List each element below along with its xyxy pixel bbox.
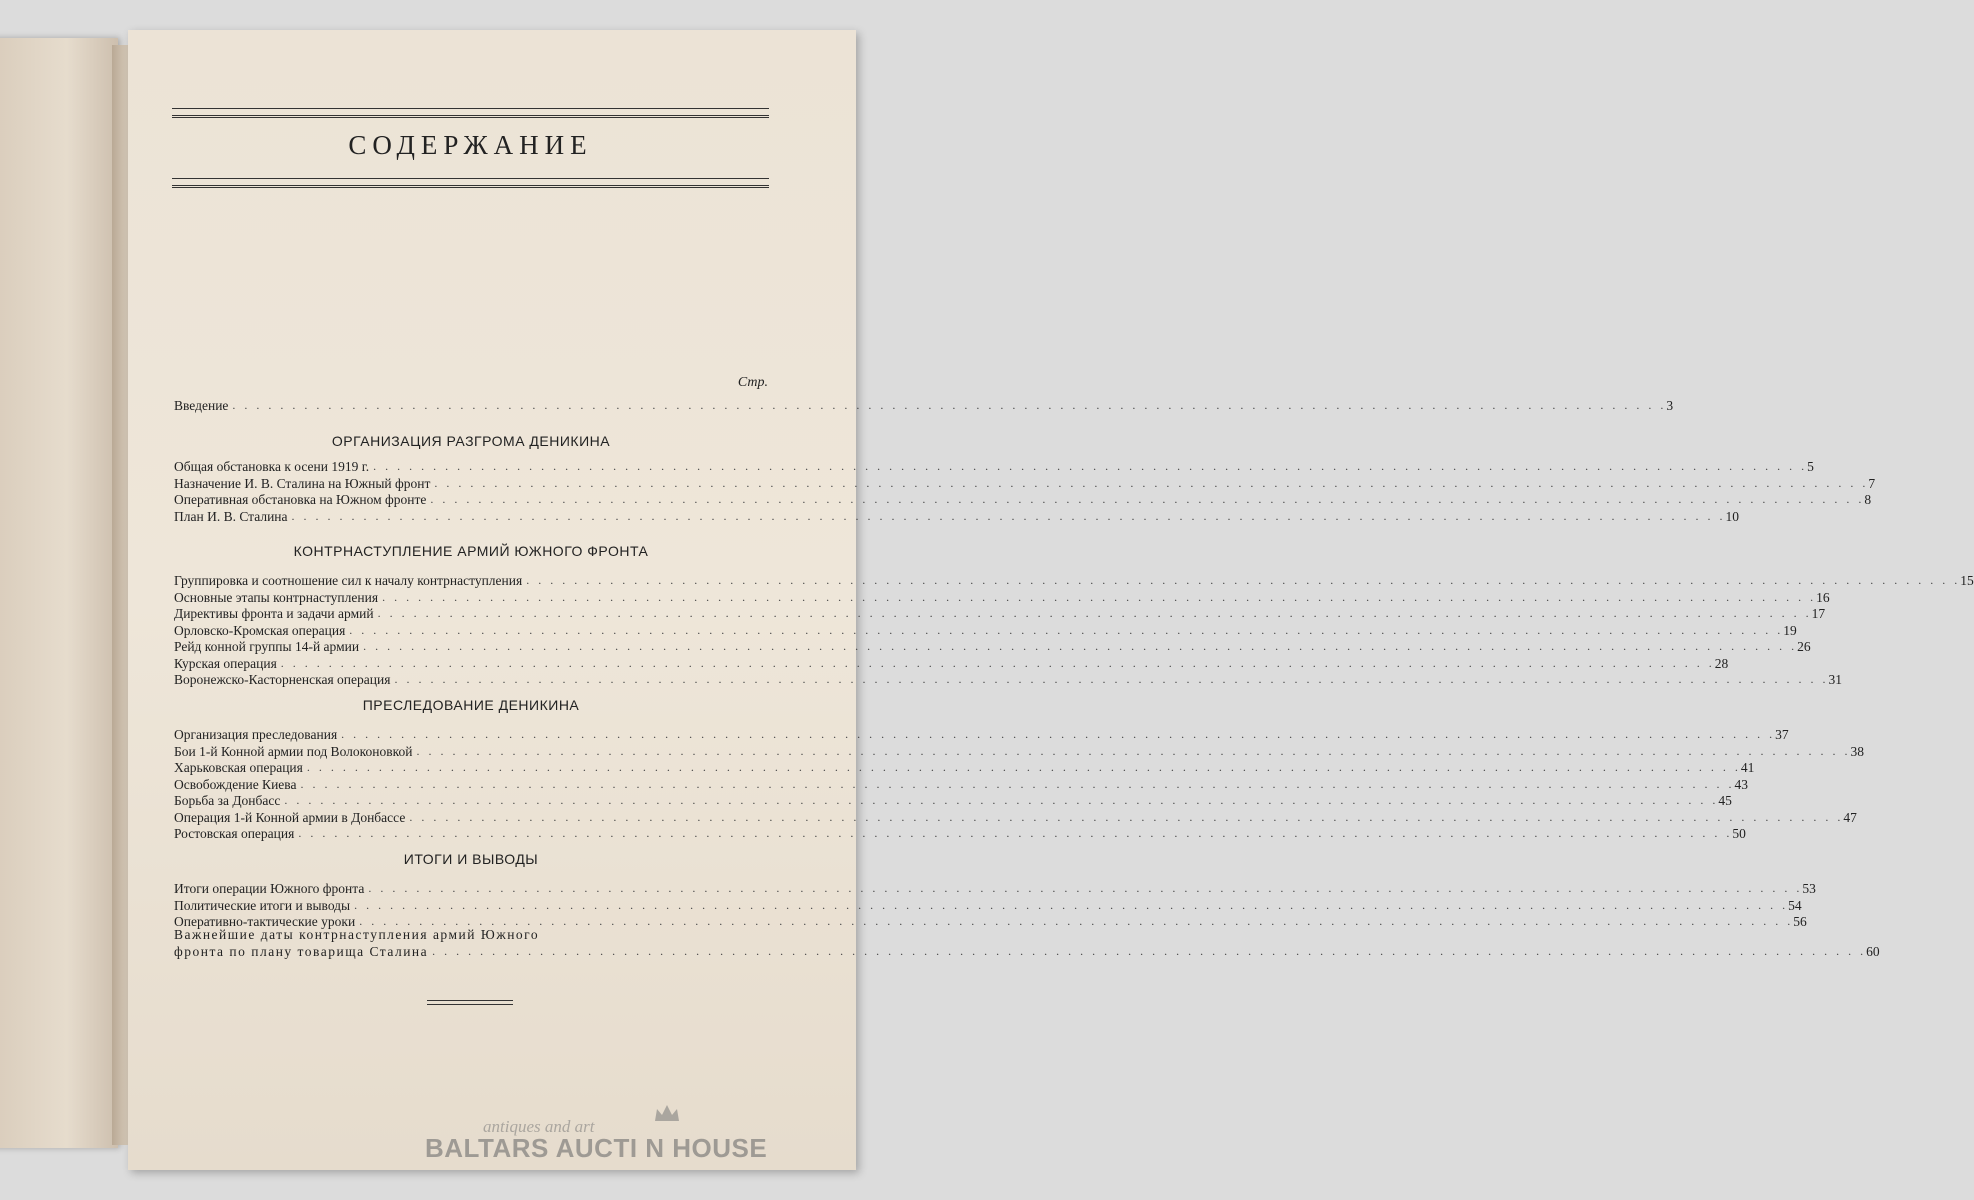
toc-entry-page: 28 <box>1714 656 1729 671</box>
leader-dots: . . . . . . . . . . . . . . . . . . . . . . . . . . . . . . . . . . . . . . . . . . . . . . . . . . . . . . . . . . . . . . . . . . . . . . . . . . . . . . . . . . . . . . . . . . . . . . . . . . . . . . . . . . . . . . . . . . . . . . . . <box>349 623 1784 637</box>
toc-entry-title: Итоги операции Южного фронта <box>174 881 365 896</box>
toc-entry-title: Организация преследования <box>174 727 338 742</box>
toc-entry <box>174 671 1842 688</box>
leader-dots: . . . . . . . . . . . . . . . . . . . . . . . . . . . . . . . . . . . . . . . . . . . . . . . . . . . . . . . . . . . . . . . . . . . . . . . . . . . . . . . . . . . . . . . . . . . . . . . . . . . . . . . . . . . . . . . . . . . . . . . . <box>359 914 1794 928</box>
leader-dots: . . . . . . . . . . . . . . . . . . . . . . . . . . . . . . . . . . . . . . . . . . . . . . . . . . . . . . . . . . . . . . . . . . . . . . . . . . . . . . . . . . . . . . . . . . . . . . . . . . . . . . . . . . . . . . . . . . . . . . . . <box>434 476 1869 490</box>
toc-entry-title: Курская операция <box>174 656 277 671</box>
section-heading: ИТОГИ И ВЫВОДЫ <box>403 851 539 867</box>
toc-entry <box>174 491 1872 508</box>
toc-entry-title: Воронежско-Касторненская операция <box>174 672 391 687</box>
crown-icon <box>653 1103 681 1123</box>
leader-dots: . . . . . . . . . . . . . . . . . . . . . . . . . . . . . . . . . . . . . . . . . . . . . . . . . . . . . . . . . . . . . . . . . . . . . . . . . . . . . . . . . . . . . . . . . . . . . . . . . . . . . . . . . . . . . . . . . . . . . . . . <box>291 509 1726 523</box>
toc-entry-page: 7 <box>1868 476 1876 491</box>
toc-entry <box>174 458 1814 475</box>
toc-entry-title: Борьба за Донбасс <box>174 793 281 808</box>
closing-rule <box>427 1000 513 1005</box>
toc-entry-page: 37 <box>1775 727 1789 742</box>
toc-entry-page: 47 <box>1843 810 1857 825</box>
toc-entry-page: 41 <box>1740 760 1755 775</box>
toc-entry-page: 45 <box>1718 793 1732 808</box>
toc-entry-page: 26 <box>1797 639 1811 654</box>
leader-dots: . . . . . . . . . . . . . . . . . . . . . . . . . . . . . . . . . . . . . . . . . . . . . . . . . . . . . . . . . . . . . . . . . . . . . . . . . . . . . . . . . . . . . . . . . . . . . . . . . . . . . . . . . . . . . . . . . . . . . . . . <box>280 656 1715 670</box>
toc-entry <box>174 605 1826 622</box>
toc-entry-page: 3 <box>1666 398 1674 413</box>
leader-dots: . . . . . . . . . . . . . . . . . . . . . . . . . . . . . . . . . . . . . . . . . . . . . . . . . . . . . . . . . . . . . . . . . . . . . . . . . . . . . . . . . . . . . . . . . . . . . . . . . . . . . . . . . . . . . . . . . . . . . . . . <box>394 672 1829 686</box>
toc-intro <box>174 397 1674 414</box>
title-top-rule <box>172 108 769 118</box>
toc-entry-page: 60 <box>1866 944 1880 959</box>
toc-entry-page: 8 <box>1864 492 1872 507</box>
toc-entry <box>174 622 1797 639</box>
toc-entry-title: Введение <box>174 398 229 413</box>
leader-dots: . . . . . . . . . . . . . . . . . . . . . . . . . . . . . . . . . . . . . . . . . . . . . . . . . . . . . . . . . . . . . . . . . . . . . . . . . . . . . . . . . . . . . . . . . . . . . . . . . . . . . . . . . . . . . . . . . . . . . . . . <box>377 606 1812 620</box>
toc-entry-title: Оперативно-тактические уроки <box>174 914 356 929</box>
toc-entry-title: Основные этапы контрнаступления <box>174 590 379 605</box>
watermark-brand: BALTARS AUCTI N HOUSE <box>425 1133 768 1163</box>
toc-entry-page: 50 <box>1732 826 1746 841</box>
toc-entry-page: 16 <box>1816 590 1830 605</box>
section-heading: ОРГАНИЗАЦИЯ РАЗГРОМА ДЕНИКИНА <box>331 433 611 449</box>
toc-entry-title: Освобождение Киева <box>174 777 297 792</box>
leader-dots: . . . . . . . . . . . . . . . . . . . . . . . . . . . . . . . . . . . . . . . . . . . . . . . . . . . . . . . . . . . . . . . . . . . . . . . . . . . . . . . . . . . . . . . . . . . . . . . . . . . . . . . . . . . . . . . . . . . . . . . . <box>284 793 1719 807</box>
leader-dots: . . . . . . . . . . . . . . . . . . . . . . . . . . . . . . . . . . . . . . . . . . . . . . . . . . . . . . . . . . . . . . . . . . . . . . . . . . . . . . . . . . . . . . . . . . . . . . . . . . . . . . . . . . . . . . . . . . . . . . . . <box>382 590 1817 604</box>
toc-entry-title: Политические итоги и выводы <box>174 898 351 913</box>
toc-entry-title: Общая обстановка к осени 1919 г. <box>174 459 370 474</box>
toc-entry-title: Ростовская операция <box>174 826 295 841</box>
toc-entry <box>174 638 1811 655</box>
watermark-tagline: antiques and art <box>483 1117 595 1136</box>
toc-entry-title: Операция 1-й Конной армии в Донбассе <box>174 810 406 825</box>
leader-dots: . . . . . . . . . . . . . . . . . . . . . . . . . . . . . . . . . . . . . . . . . . . . . . . . . . . . . . . . . . . . . . . . . . . . . . . . . . . . . . . . . . . . . . . . . . . . . . . . . . . . . . . . . . . . . . . . . . . . . . . . <box>526 573 1961 587</box>
toc-entry-page: 17 <box>1811 606 1826 621</box>
leader-dots: . . . . . . . . . . . . . . . . . . . . . . . . . . . . . . . . . . . . . . . . . . . . . . . . . . . . . . . . . . . . . . . . . . . . . . . . . . . . . . . . . . . . . . . . . . . . . . . . . . . . . . . . . . . . . . . . . . . . . . . . <box>298 826 1733 840</box>
toc-entry <box>174 572 1974 589</box>
leader-dots: . . . . . . . . . . . . . . . . . . . . . . . . . . . . . . . . . . . . . . . . . . . . . . . . . . . . . . . . . . . . . . . . . . . . . . . . . . . . . . . . . . . . . . . . . . . . . . . . . . . . . . . . . . . . . . . . . . . . . . . . <box>409 810 1844 824</box>
leader-dots: . . . . . . . . . . . . . . . . . . . . . . . . . . . . . . . . . . . . . . . . . . . . . . . . . . . . . . . . . . . . . . . . . . . . . . . . . . . . . . . . . . . . . . . . . . . . . . . . . . . . . . . . . . . . . . . . . . . . . . . . <box>300 777 1735 791</box>
toc-entry-page: 15 <box>1960 573 1974 588</box>
toc-entry <box>174 475 1876 492</box>
toc-entry <box>174 776 1748 793</box>
toc-appendix-line2 <box>174 943 1880 960</box>
page-column-label: Стр. <box>737 375 768 390</box>
leader-dots: . . . . . . . . . . . . . . . . . . . . . . . . . . . . . . . . . . . . . . . . . . . . . . . . . . . . . . . . . . . . . . . . . . . . . . . . . . . . . . . . . . . . . . . . . . . . . . . . . . . . . . . . . . . . . . . . . . . . . . . . <box>341 727 1776 741</box>
page-title: СОДЕРЖАНИЕ <box>348 130 593 160</box>
toc-entry-page: 38 <box>1850 744 1864 759</box>
toc-entry-page: 31 <box>1828 672 1842 687</box>
toc-entry <box>174 655 1729 672</box>
toc-entry <box>174 726 1789 743</box>
toc-entry-page: 56 <box>1793 914 1807 929</box>
leader-dots: . . . . . . . . . . . . . . . . . . . . . . . . . . . . . . . . . . . . . . . . . . . . . . . . . . . . . . . . . . . . . . . . . . . . . . . . . . . . . . . . . . . . . . . . . . . . . . . . . . . . . . . . . . . . . . . . . . . . . . . . <box>232 398 1667 412</box>
toc-entry-title: План И. В. Сталина <box>174 509 288 524</box>
toc-entry-page: 19 <box>1783 623 1797 638</box>
leader-dots: . . . . . . . . . . . . . . . . . . . . . . . . . . . . . . . . . . . . . . . . . . . . . . . . . . . . . . . . . . . . . . . . . . . . . . . . . . . . . . . . . . . . . . . . . . . . . . . . . . . . . . . . . . . . . . . . . . . . . . . . <box>368 881 1803 895</box>
leader-dots: . . . . . . . . . . . . . . . . . . . . . . . . . . . . . . . . . . . . . . . . . . . . . . . . . . . . . . . . . . . . . . . . . . . . . . . . . . . . . . . . . . . . . . . . . . . . . . . . . . . . . . . . . . . . . . . . . . . . . . . . <box>416 744 1851 758</box>
toc-entry-title: Назначение И. В. Сталина на Южный фронт <box>174 476 431 491</box>
toc-entry <box>174 809 1857 826</box>
toc-entry <box>174 825 1746 842</box>
toc-entry-page: 43 <box>1734 777 1748 792</box>
toc-entry-title: Харьковская операция <box>174 760 303 775</box>
leader-dots: . . . . . . . . . . . . . . . . . . . . . . . . . . . . . . . . . . . . . . . . . . . . . . . . . . . . . . . . . . . . . . . . . . . . . . . . . . . . . . . . . . . . . . . . . . . . . . . . . . . . . . . . . . . . . . . . . . . . . . . . <box>363 639 1798 653</box>
toc-entry <box>174 792 1732 809</box>
leader-dots: . . . . . . . . . . . . . . . . . . . . . . . . . . . . . . . . . . . . . . . . . . . . . . . . . . . . . . . . . . . . . . . . . . . . . . . . . . . . . . . . . . . . . . . . . . . . . . . . . . . . . . . . . . . . . . . . . . . . . . . . <box>430 492 1865 506</box>
toc-entry-title: Бои 1-й Конной армии под Волоконовкой <box>174 744 413 759</box>
toc-appendix-line1 <box>174 926 768 943</box>
leader-dots: . . . . . . . . . . . . . . . . . . . . . . . . . . . . . . . . . . . . . . . . . . . . . . . . . . . . . . . . . . . . . . . . . . . . . . . . . . . . . . . . . . . . . . . . . . . . . . . . . . . . . . . . . . . . . . . . . . . . . . . . <box>306 760 1741 774</box>
toc-entry-page: 53 <box>1802 881 1816 896</box>
left-page-edge <box>0 38 118 1148</box>
toc-entry-title: Рейд конной группы 14-й армии <box>174 639 360 654</box>
toc-entry <box>174 508 1740 525</box>
toc-entry <box>174 880 1816 897</box>
toc-entry <box>174 759 1755 776</box>
leader-dots: . . . . . . . . . . . . . . . . . . . . . . . . . . . . . . . . . . . . . . . . . . . . . . . . . . . . . . . . . . . . . . . . . . . . . . . . . . . . . . . . . . . . . . . . . . . . . . . . . . . . . . . . . . . . . . . . . . . . . . . . <box>354 898 1789 912</box>
toc-entry-title: Орловско-Кромская операция <box>174 623 346 638</box>
toc-entry-title: Важнейшие даты контрнаступления армий Южного <box>174 927 540 942</box>
leader-dots: . . . . . . . . . . . . . . . . . . . . . . . . . . . . . . . . . . . . . . . . . . . . . . . . . . . . . . . . . . . . . . . . . . . . . . . . . . . . . . . . . . . . . . . . . . . . . . . . . . . . . . . . . . . . . . . . . . . . . . . . <box>432 944 1867 958</box>
toc-entry-page: 10 <box>1725 509 1740 524</box>
toc-entry <box>174 743 1864 760</box>
leader-dots: . . . . . . . . . . . . . . . . . . . . . . . . . . . . . . . . . . . . . . . . . . . . . . . . . . . . . . . . . . . . . . . . . . . . . . . . . . . . . . . . . . . . . . . . . . . . . . . . . . . . . . . . . . . . . . . . . . . . . . . . <box>373 459 1808 473</box>
toc-entry-title: Оперативная обстановка на Южном фронте <box>174 492 427 507</box>
toc-entry-title: Группировка и соотношение сил к началу контрнаступления <box>174 573 523 588</box>
toc-entry <box>174 897 1802 914</box>
toc-entry-page: 5 <box>1807 459 1814 474</box>
toc-entry <box>174 589 1830 606</box>
section-heading: КОНТРНАСТУПЛЕНИЕ АРМИЙ ЮЖНОГО ФРОНТА <box>293 543 649 559</box>
toc-entry-title: фронта по плану товарища Сталина <box>174 944 429 959</box>
toc-entry-page: 54 <box>1788 898 1802 913</box>
title-bottom-rule <box>172 178 769 188</box>
toc-entry-title: Директивы фронта и задачи армий <box>174 606 374 621</box>
section-heading: ПРЕСЛЕДОВАНИЕ ДЕНИКИНА <box>362 697 580 713</box>
